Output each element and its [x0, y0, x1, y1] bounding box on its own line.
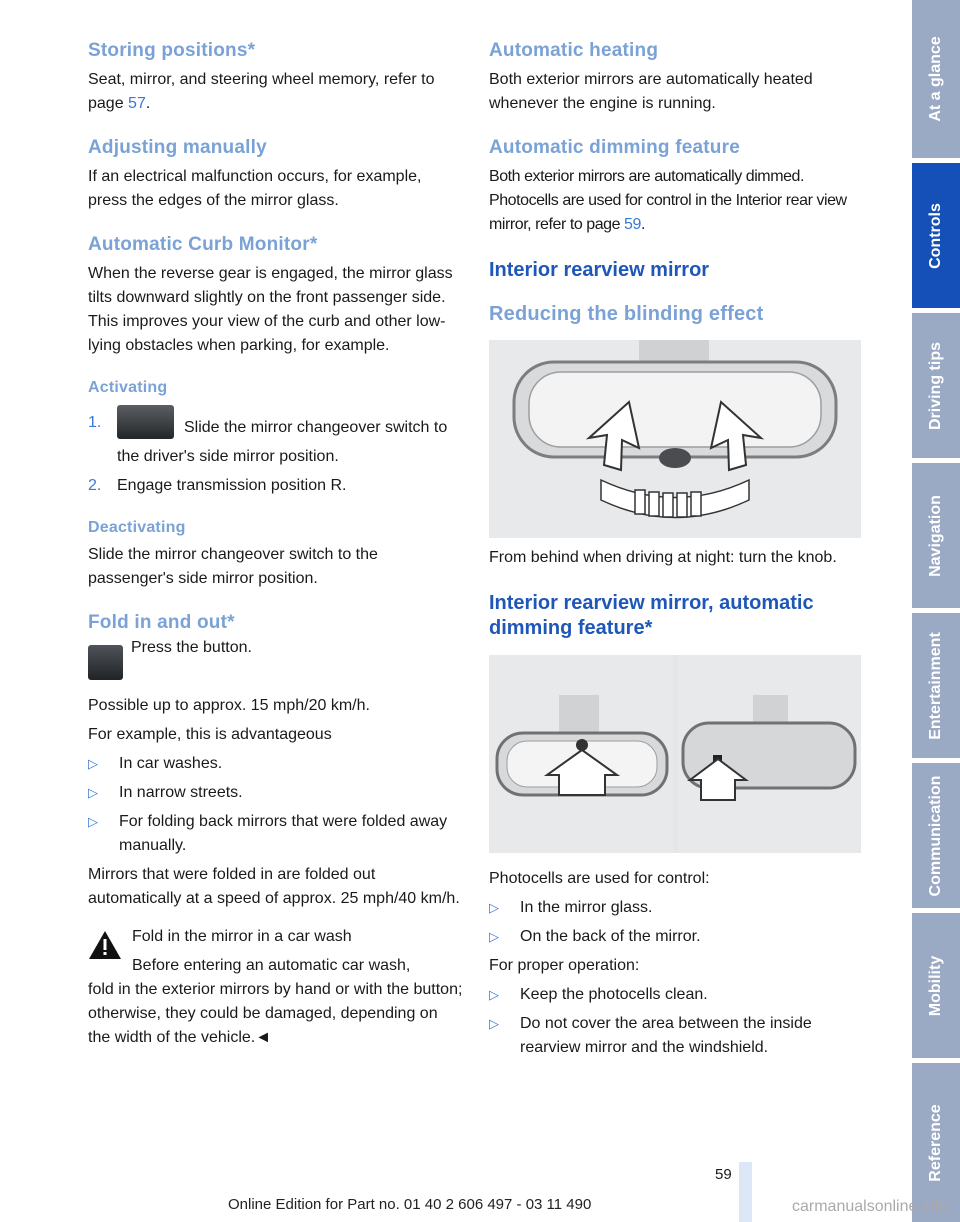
- heating-heading: Automatic heating: [489, 40, 659, 61]
- mirror-knob-illustration: [489, 340, 861, 538]
- list-item: ▷ For folding back mirrors that were folded away manually.: [88, 810, 464, 858]
- list-item: ▷ In the mirror glass.: [489, 896, 861, 920]
- left-column: [88, 40, 464, 1050]
- dimming-heading: Automatic dimming feature: [489, 137, 740, 158]
- tab-controls[interactable]: Controls: [912, 163, 960, 308]
- list-item: ▷ On the back of the mirror.: [489, 925, 861, 949]
- watermark: carmanualsonline.info: [792, 1198, 948, 1215]
- tab-navigation[interactable]: Navigation: [912, 463, 960, 608]
- step-1: 1. Slide the mirror changeover switch to the driver's side mirror position.: [88, 411, 464, 469]
- photocells-text: Photocells are used for control:: [489, 870, 710, 887]
- tab-entertainment[interactable]: Entertainment: [912, 613, 960, 758]
- adjusting-heading: Adjusting manually: [88, 137, 267, 158]
- right-column: [489, 40, 861, 1060]
- step-2: 2. Engage transmission position R.: [88, 477, 347, 494]
- triangle-bullet-icon: ▷: [88, 756, 98, 771]
- list-item: ▷ In narrow streets.: [88, 781, 464, 805]
- fold-button-icon: [88, 645, 123, 680]
- fold-press-text: Press the button.: [131, 639, 252, 656]
- warning-block: [88, 925, 464, 978]
- blinding-caption: From behind when driving at night: turn the knob.: [489, 549, 837, 566]
- mirror-back-icon: [678, 655, 861, 853]
- triangle-bullet-icon: ▷: [489, 1016, 499, 1031]
- footer-text: Online Edition for Part no. 01 40 2 606 497 - 03 11 490: [228, 1196, 592, 1213]
- fold-auto: Mirrors that were folded in are folded out automatically at a speed of approx. 25 mph/40 km/h.: [88, 866, 460, 907]
- triangle-bullet-icon: ▷: [489, 929, 499, 944]
- mirror-knob-icon: [489, 340, 861, 538]
- warning-icon: [88, 929, 122, 961]
- dimming-text: Both exterior mirrors are automatically dimmed. Photocells are used for control in the Interior rear view mirror, refer to page 59.: [489, 168, 847, 233]
- tab-reference[interactable]: Reference: [912, 1063, 960, 1222]
- warning-text-a: Before entering an automatic car wash,: [132, 957, 411, 974]
- fold-button-row: [88, 640, 464, 680]
- mirror-back-view: [678, 655, 862, 853]
- mirror-front-view: [489, 655, 673, 853]
- warning-text-b: fold in the exterior mirrors by hand or with the button; otherwise, they could be damaged, depending on the width of the vehicle.◄: [88, 981, 463, 1046]
- tab-mobility[interactable]: Mobility: [912, 913, 960, 1058]
- list-item: ▷ Do not cover the area between the inside rearview mirror and the windshield.: [489, 1012, 861, 1060]
- mirror-front-icon: [489, 655, 672, 853]
- tab-at-a-glance[interactable]: At a glance: [912, 0, 960, 158]
- tab-driving-tips[interactable]: Driving tips: [912, 313, 960, 458]
- fold-advantage: For example, this is advantageous: [88, 726, 332, 743]
- list-item: ▷ In car washes.: [88, 752, 464, 776]
- activating-heading: Activating: [88, 379, 168, 396]
- mirror-switch-icon: [117, 405, 174, 439]
- adjusting-text: If an electrical malfunction occurs, for example, press the edges of the mirror glass.: [88, 168, 422, 209]
- triangle-bullet-icon: ▷: [489, 900, 499, 915]
- fold-possible: Possible up to approx. 15 mph/20 km/h.: [88, 697, 370, 714]
- list-item: ▷ Keep the photocells clean.: [489, 983, 861, 1007]
- tab-communication[interactable]: Communication: [912, 763, 960, 908]
- warning-title: Fold in the mirror in a car wash: [132, 928, 352, 945]
- blinding-heading: Reducing the blinding effect: [489, 303, 764, 325]
- deactivating-text: Slide the mirror changeover switch to the passenger's side mirror position.: [88, 546, 378, 587]
- page-link-59[interactable]: 59: [624, 216, 641, 233]
- page-marker: [739, 1162, 752, 1222]
- auto-dimming-heading: Interior rearview mirror, automatic dimming feature*: [489, 592, 814, 639]
- triangle-bullet-icon: ▷: [489, 987, 499, 1002]
- photocell-illustration: [489, 655, 861, 853]
- heating-text: Both exterior mirrors are automatically heated whenever the engine is running.: [489, 71, 813, 112]
- storing-text: Seat, mirror, and steering wheel memory, refer to page 57.: [88, 71, 435, 112]
- chapter-tabs: [910, 0, 960, 1222]
- curb-heading: Automatic Curb Monitor*: [88, 234, 318, 255]
- triangle-bullet-icon: ▷: [88, 814, 98, 829]
- curb-text: When the reverse gear is engaged, the mirror glass tilts downward slightly on the front passenger side. This improves your view of the curb and other low-lying obstacles when parking, for example.: [88, 265, 453, 354]
- interior-heading: Interior rearview mirror: [489, 259, 710, 281]
- deactivating-heading: Deactivating: [88, 519, 186, 536]
- triangle-bullet-icon: ▷: [88, 785, 98, 800]
- operation-text: For proper operation:: [489, 957, 640, 974]
- storing-heading: Storing positions*: [88, 40, 256, 61]
- fold-heading: Fold in and out*: [88, 612, 235, 633]
- page-link-57[interactable]: 57: [128, 95, 146, 112]
- page-number: 59: [715, 1166, 732, 1183]
